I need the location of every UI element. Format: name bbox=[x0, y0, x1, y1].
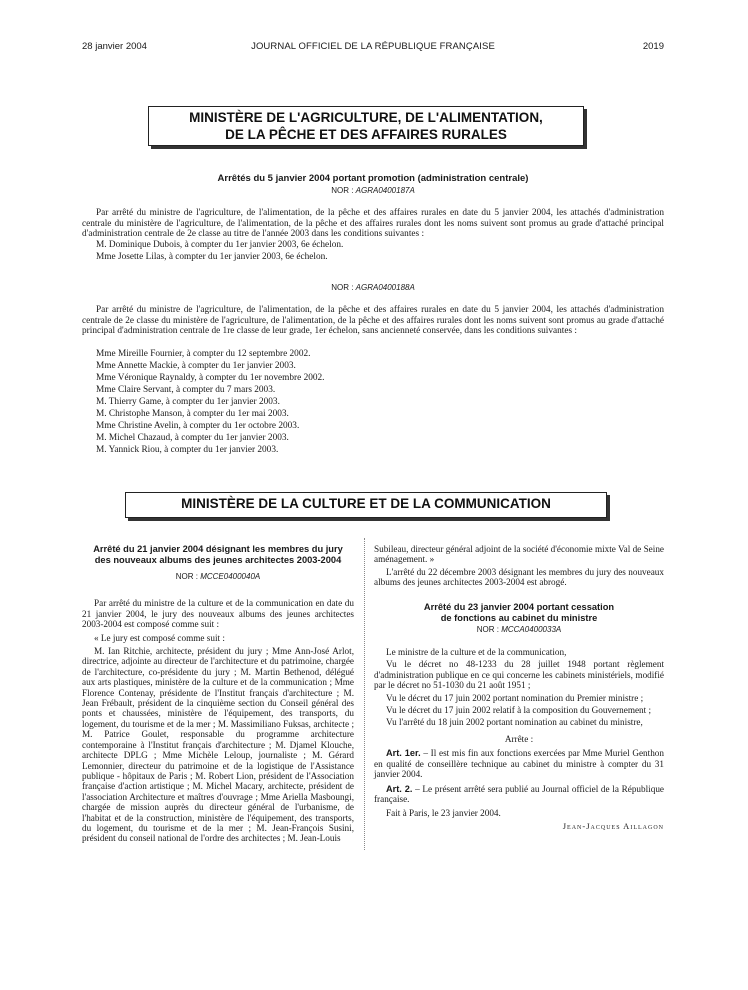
jury-decree-title-line1: Arrêté du 21 janvier 2004 désignant les membres du jury bbox=[93, 544, 343, 554]
nor-label: NOR : bbox=[476, 624, 499, 634]
cabinet-decree-title-line2: de fonctions au cabinet du ministre bbox=[440, 612, 598, 623]
column-divider bbox=[364, 538, 365, 850]
jury-decree-title-line2: des nouveaux albums des jeunes architectes 2003-2004 bbox=[94, 555, 342, 565]
promotion-list-item: Mme Annette Mackie, à compter du 1er janvier 2003. bbox=[96, 361, 296, 371]
nor-reference-2 bbox=[82, 283, 664, 292]
left-column bbox=[82, 544, 354, 844]
article-1-text: – Il est mis fin aux fonctions exercées par Mme Muriel Genthon en qualité de conseillère technique au cabinet du ministre à compter du 31 janvier 2004. bbox=[374, 748, 664, 780]
article-1-label: Art. 1er. bbox=[386, 748, 421, 759]
promotion-list-item: Mme Christine Avelin, à compter du 1er octobre 2003. bbox=[96, 421, 300, 431]
nor-label: NOR : bbox=[175, 572, 198, 581]
arrete-heading: Arrête : bbox=[504, 733, 534, 744]
promotion-list-item: M. Dominique Dubois, à compter du 1er janvier 2003, 6e échelon. bbox=[96, 240, 344, 250]
visa-1: Vu le décret no 48-1233 du 28 juillet 1948 portant règlement d'administration publique en ce qui concerne les cabinets ministériels, modifié par le décret no 51-1030 du 21 août 1951 ; bbox=[374, 659, 664, 691]
nor-label: NOR : bbox=[331, 283, 354, 292]
date-place-line: Fait à Paris, le 23 janvier 2004. bbox=[386, 808, 501, 819]
promotion-list-item: Mme Josette Lilas, à compter du 1er janvier 2003, 6e échelon. bbox=[96, 252, 328, 262]
nor-code: MCCE0400040A bbox=[200, 572, 261, 581]
header-journal-title: JOURNAL OFFICIEL DE LA RÉPUBLIQUE FRANÇAISE bbox=[251, 41, 495, 52]
nor-code: MCCA0400033A bbox=[501, 624, 562, 634]
cabinet-decree-title bbox=[374, 602, 664, 624]
article-2 bbox=[374, 784, 664, 805]
visa-3: Vu le décret du 17 juin 2002 relatif à la composition du Gouvernement ; bbox=[386, 705, 652, 716]
minister-line: Le ministre de la culture et de la communication, bbox=[386, 647, 567, 658]
running-header bbox=[82, 41, 664, 55]
minister-signature: Jean-Jacques Aillagon bbox=[562, 820, 664, 831]
article-1 bbox=[374, 748, 664, 779]
decree-2-paragraph: Par arrêté du ministre de l'agriculture, de l'alimentation, de la pêche et des affaires rurales en date du 5 janvier 2004, les attachés d'administration centrale de 2e classe du ministère de l'agriculture, de l'alimentation, de la pêche et des affaires rurales dont les noms suivent sont promus au grade d'attaché principal d'administration centrale de 1re classe de leur grade, 1er échelon, sans ancienneté conservée, dans les conditions suivantes : bbox=[82, 305, 664, 336]
ministry-agriculture-line2: DE LA PÊCHE ET DES AFFAIRES RURALES bbox=[225, 127, 507, 142]
ministry-culture-heading: MINISTÈRE DE LA CULTURE ET DE LA COMMUNICATION bbox=[125, 492, 607, 518]
header-page-number: 2019 bbox=[642, 41, 664, 52]
jury-paragraph-2: « Le jury est composé comme suit : bbox=[94, 632, 225, 643]
nor-label: NOR : bbox=[331, 186, 354, 195]
jury-continuation: Subileau, directeur général adjoint de la société d'économie mixte Val de Seine aménagement. » bbox=[374, 544, 664, 565]
header-date: 28 janvier 2004 bbox=[82, 41, 147, 52]
promotion-list-item: Mme Mireille Fournier, à compter du 12 septembre 2002. bbox=[96, 349, 311, 359]
abrogation-paragraph: L'arrêté du 22 décembre 2003 désignant les membres du jury des nouveaux albums des jeunes architectes 2003-2004 est abrogé. bbox=[374, 566, 664, 588]
nor-reference-1 bbox=[82, 186, 664, 195]
promotion-list-item: Mme Véronique Raynaldy, à compter du 1er novembre 2002. bbox=[96, 373, 325, 383]
nor-code: AGRA0400188A bbox=[355, 283, 415, 292]
jury-paragraph-1: Par arrêté du ministre de la culture et de la communication en date du 21 janvier 2004, le jury des nouveaux albums des jeunes architectes 2003-2004 est composé comme suit : bbox=[82, 598, 354, 630]
promotion-list-item: Mme Claire Servant, à compter du 7 mars 2003. bbox=[96, 385, 276, 395]
cabinet-decree-title-line1: Arrêté du 23 janvier 2004 portant cessation bbox=[423, 601, 615, 612]
nor-reference-3 bbox=[82, 572, 354, 582]
nor-reference-4 bbox=[374, 625, 664, 635]
visa-4: Vu l'arrêté du 18 juin 2002 portant nomination au cabinet du ministre, bbox=[386, 717, 643, 728]
ministry-agriculture-heading bbox=[148, 106, 584, 146]
ministry-agriculture-line1: MINISTÈRE DE L'AGRICULTURE, DE L'ALIMENTATION, bbox=[189, 110, 543, 125]
visa-2: Vu le décret du 17 juin 2002 portant nomination du Premier ministre ; bbox=[386, 692, 644, 703]
decree-1-paragraph: Par arrêté du ministre de l'agriculture, de l'alimentation, de la pêche et des affaires rurales en date du 5 janvier 2004, les attachés d'administration centrale du ministère de l'agriculture, de l'alimentation, de la pêche et des affaires rurales dont les noms suivent sont promus au grade d'attaché principal d'administration centrale de 2e classe au titre de l'année 2003 dans les conditions suivantes : bbox=[82, 208, 664, 239]
article-2-label: Art. 2. bbox=[386, 783, 413, 794]
jury-decree-title bbox=[82, 544, 354, 566]
promotion-list-item: M. Christophe Manson, à compter du 1er mai 2003. bbox=[96, 409, 289, 419]
article-2-text: – Le présent arrêté sera publié au Journal officiel de la République française. bbox=[374, 783, 664, 804]
promotion-list-item: M. Thierry Game, à compter du 1er janvier 2003. bbox=[96, 397, 280, 407]
promotion-list-item: M. Michel Chazaud, à compter du 1er janvier 2003. bbox=[96, 433, 289, 443]
right-column bbox=[374, 544, 664, 831]
nor-code: AGRA0400187A bbox=[355, 186, 415, 195]
jury-members-paragraph: M. Ian Ritchie, architecte, président du jury ; Mme Ann-José Arlot, directrice, adjointe au directeur de l'architecture et du patrimoine, chargée de l'architecture, co-présidente du jury ; M. Martin Bethenod, délégué aux arts plastiques, ministère de la culture et de la communication ; Mme Florence Contenay, présidente de l'Institut français d'architecture ; M. Jean Frébault, président de la cinquième section du Conseil général des ponts et chaussées, ministère de l'équipement, des transports, du logement, du tourisme et de la mer ; M. Massimiliano Fuksas, architecte ; M. Patrice Goulet, responsable du programme architecture contemporaine à l'Institut français d'architecture ; M. Djamel Klouche, architecte DPLG ; Mme Michèle Leloup, journaliste ; M. Gérard Lemonnier, directeur du patrimoine et de la logistique de l'Assistance publique - hôpitaux de Paris ; M. Robert Lion, président de l'Association française d'action artistique ; M. Michel Macary, architecte, président de l'association Architecture et maîtres d'ouvrage ; Mme Ariella Masboungi, chargée de mission auprès du directeur général de l'urbanisme, de l'habitat et de la construction, ministère de l'équipement, des transports, du logement, du tourisme et de la mer ; M. Jean-François Susini, président du conseil national de l'ordre des architectes ; M. Jean-Louis bbox=[82, 646, 354, 844]
promotion-list-item: M. Yannick Riou, à compter du 1er janvier 2003. bbox=[96, 445, 279, 455]
promotion-decree-title: Arrêtés du 5 janvier 2004 portant promotion (administration centrale) bbox=[217, 173, 529, 184]
